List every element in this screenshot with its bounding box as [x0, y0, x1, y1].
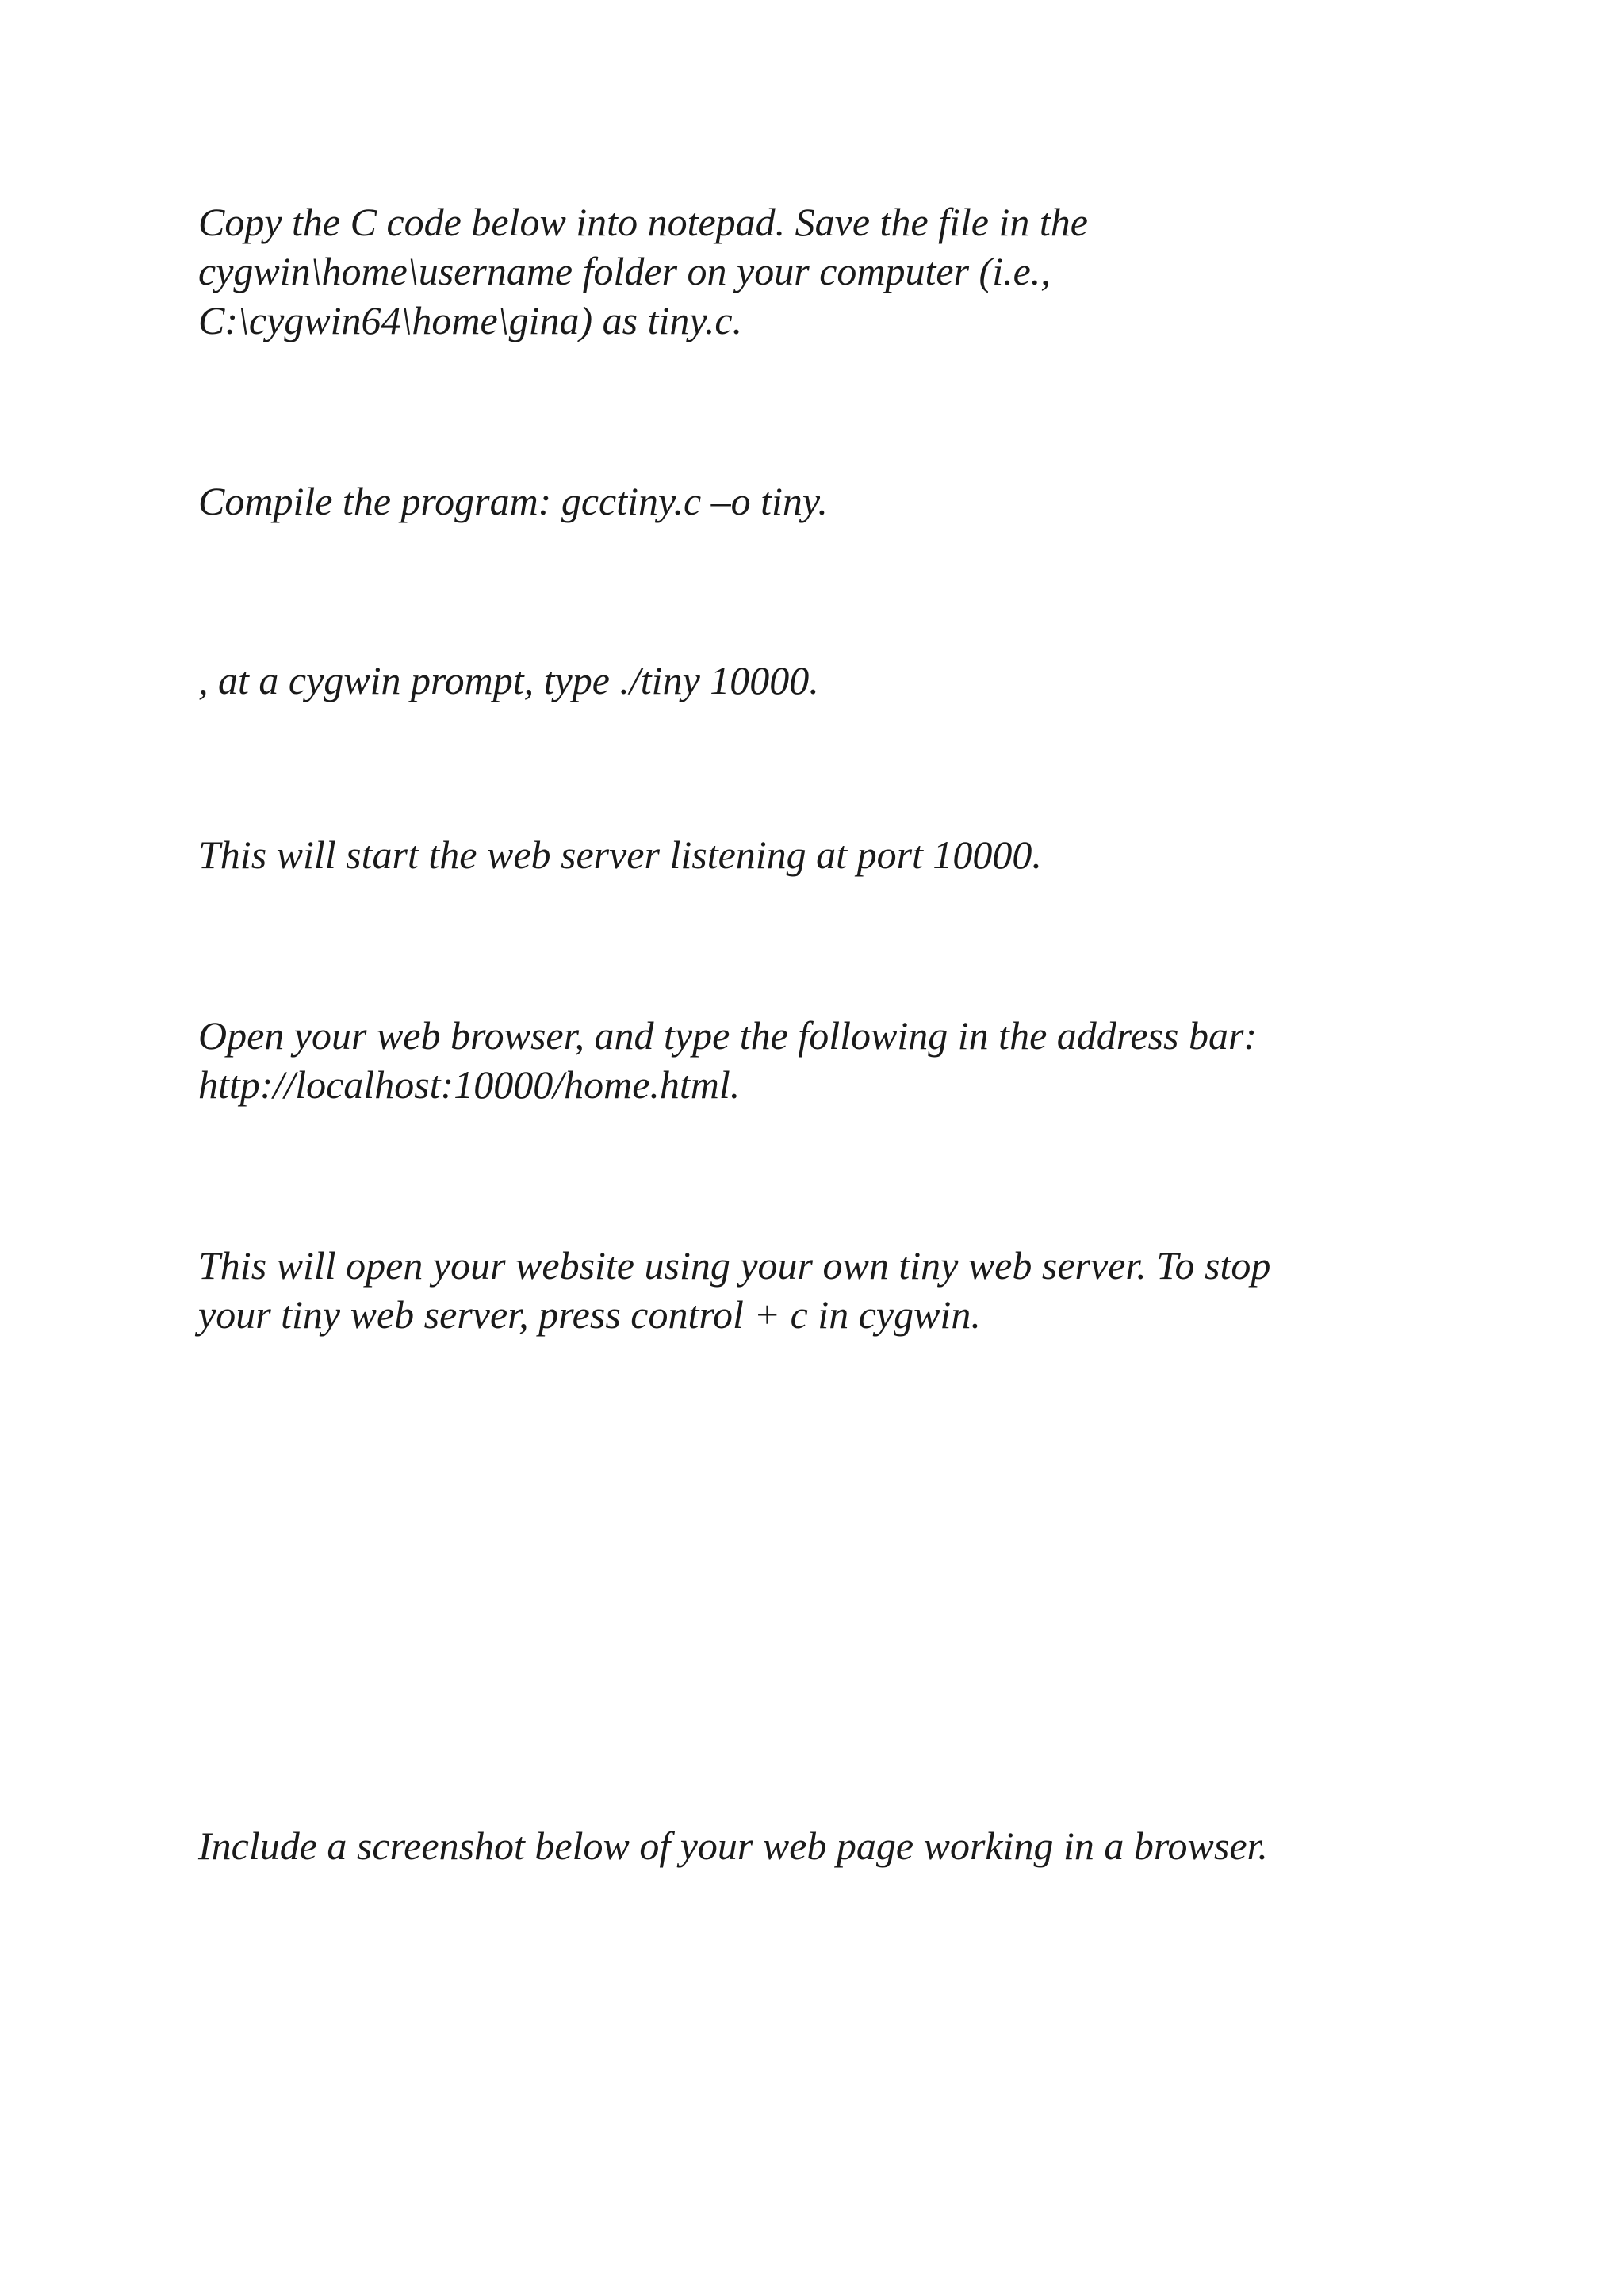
text-line: C:\cygwin64\home\gina) as tiny.c. — [198, 298, 743, 342]
instruction-include-screenshot — [198, 1821, 1435, 1870]
text-line: , at a cygwin prompt, type ./tiny 10000. — [198, 658, 819, 702]
instruction-stop-server — [198, 1241, 1435, 1339]
text-line: Compile the program: gcctiny.c –o tiny. — [198, 479, 828, 523]
instruction-open-browser — [198, 1011, 1435, 1109]
text-line: your tiny web server, press control + c in cygwin. — [198, 1292, 981, 1337]
instruction-copy-code — [198, 197, 1435, 345]
instruction-run-prompt — [198, 656, 1435, 705]
text-line: Open your web browser, and type the following in the address bar: — [198, 1013, 1258, 1058]
text-line: cygwin\home\username folder on your computer (i.e., — [198, 249, 1051, 293]
text-line: http://localhost:10000/home.html. — [198, 1062, 741, 1107]
text-line: Copy the C code below into notepad. Save the file in the — [198, 200, 1088, 244]
text-line: This will start the web server listening at port 10000. — [198, 832, 1042, 877]
text-line: Include a screenshot below of your web page working in a browser. — [198, 1823, 1268, 1868]
instruction-server-listening — [198, 830, 1435, 879]
text-line: This will open your website using your own tiny web server. To stop — [198, 1243, 1271, 1288]
instruction-compile — [198, 476, 1435, 526]
